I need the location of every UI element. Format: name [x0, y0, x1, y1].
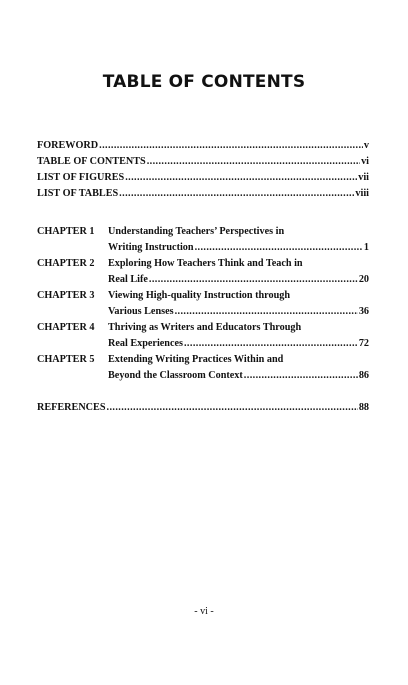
chapter-title-line1: Extending Writing Practices Within and	[108, 354, 284, 365]
chapter-title-line1: Viewing High-quality Instruction through	[108, 290, 290, 301]
chapter-title-line2: Real Life	[108, 274, 148, 285]
dot-leader	[244, 368, 358, 384]
chapter-title-line2: Various Lenses	[108, 306, 174, 317]
dot-leader	[119, 186, 354, 202]
dot-leader	[147, 154, 360, 170]
toc-entry-list-of-tables[interactable]	[37, 186, 369, 202]
chapter-title-line2: Beyond the Classroom Context	[108, 370, 243, 381]
references-section	[37, 400, 369, 416]
entry-page: 20	[358, 274, 369, 285]
toc-entry-foreword[interactable]	[37, 138, 369, 154]
chapter-title-line2: Real Experiences	[108, 338, 183, 349]
entry-page: 72	[358, 338, 369, 349]
entry-page: v	[363, 140, 369, 151]
page-title: TABLE OF CONTENTS	[102, 72, 306, 92]
chapter-title-line1: Exploring How Teachers Think and Teach in	[108, 258, 303, 269]
entry-label: TABLE OF CONTENTS	[37, 156, 146, 167]
chapter-title-line2: Writing Instruction	[108, 242, 194, 253]
toc-entry-chapter-4[interactable]	[37, 320, 369, 352]
chapter-number: CHAPTER 3	[37, 290, 95, 301]
entry-page: 88	[358, 402, 369, 413]
chapter-list	[37, 224, 369, 384]
chapter-title-line1: Understanding Teachers’ Perspectives in	[108, 226, 285, 237]
entry-page: viii	[355, 188, 369, 199]
dot-leader	[175, 304, 358, 320]
chapter-title-line1: Thriving as Writers and Educators Through	[108, 322, 302, 333]
entry-page: 86	[358, 370, 369, 381]
toc-entry-chapter-3[interactable]	[37, 288, 369, 320]
entry-page: vii	[358, 172, 369, 183]
toc-entry-chapter-2[interactable]	[37, 256, 369, 288]
chapter-number: CHAPTER 1	[37, 226, 95, 237]
front-matter-list	[37, 138, 369, 202]
entry-page: 36	[358, 306, 369, 317]
toc-entry-chapter-5[interactable]	[37, 352, 369, 384]
chapter-number: CHAPTER 4	[37, 322, 95, 333]
toc-entry-chapter-1[interactable]	[37, 224, 369, 256]
entry-page: 1	[363, 242, 369, 253]
toc-entry-list-of-figures[interactable]	[37, 170, 369, 186]
entry-label: FOREWORD	[37, 140, 99, 151]
dot-leader	[184, 336, 358, 352]
dot-leader	[99, 138, 363, 154]
dot-leader	[107, 400, 358, 416]
entry-label: LIST OF FIGURES	[37, 172, 125, 183]
entry-label: REFERENCES	[37, 402, 106, 413]
toc-entry-table-of-contents[interactable]	[37, 154, 369, 170]
page-number-footer: - vi -	[194, 606, 214, 617]
toc-entry-references[interactable]	[37, 400, 369, 416]
entry-label: LIST OF TABLES	[37, 188, 119, 199]
chapter-number: CHAPTER 5	[37, 354, 95, 365]
entry-page: vi	[361, 156, 369, 167]
dot-leader	[125, 170, 357, 186]
chapter-number: CHAPTER 2	[37, 258, 95, 269]
dot-leader	[195, 240, 363, 256]
dot-leader	[149, 272, 358, 288]
